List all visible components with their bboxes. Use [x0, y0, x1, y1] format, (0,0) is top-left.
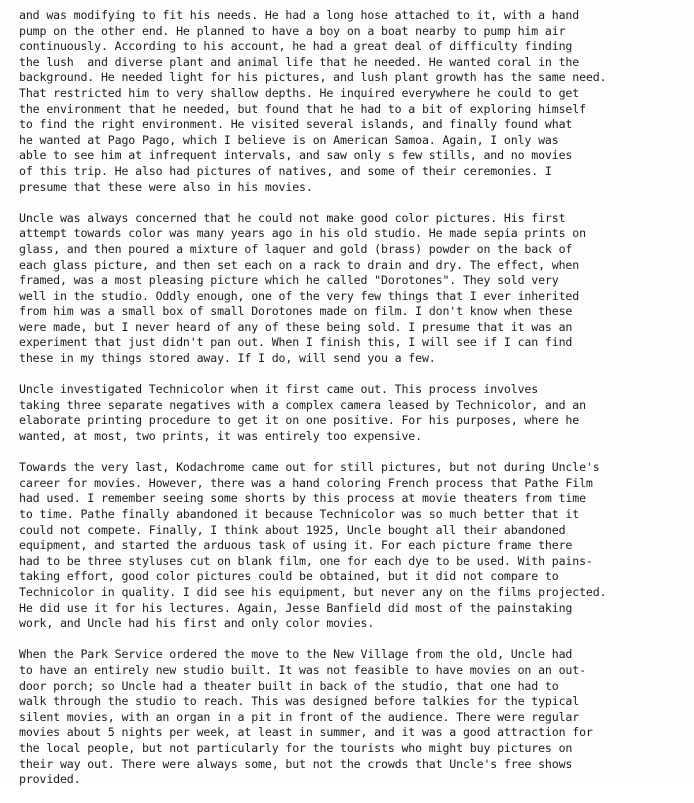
text-line: provided.	[19, 772, 81, 787]
text-line: their way out. There were always some, but not the crowds that Uncle's free shows	[19, 756, 573, 771]
paragraph	[19, 460, 689, 632]
text-line: presume that these were also in his movies.	[19, 179, 313, 194]
text-line: framed, was a most pleasing picture which he called "Dorotones". They sold very	[19, 273, 559, 288]
text-line: these in my things stored away. If I do, will send you a few.	[19, 351, 436, 366]
paragraph	[19, 382, 689, 444]
text-line: Uncle investigated Technicolor when it first came out. This process involves	[19, 382, 539, 397]
text-line: taking three separate negatives with a complex camera leased by Technicolor, and an	[19, 397, 586, 412]
text-line: the local people, but not particularly for the tourists who might buy pictures on	[19, 740, 573, 755]
text-line: each glass picture, and then set each on a rack to drain and dry. The effect, when	[19, 257, 580, 272]
text-line: the environment that he needed, but found that he had to a bit of exploring himself	[19, 101, 586, 116]
text-line: That restricted him to very shallow depths. He inquired everywhere he could to get	[19, 85, 580, 100]
text-line: equipment, and started the arduous task of using it. For each picture frame there	[19, 538, 573, 553]
text-line: Technicolor in quality. I did see his equipment, but never any on the films projected.	[19, 584, 607, 599]
text-line: from him was a small box of small Dorotones made on film. I don't know when these	[19, 304, 573, 319]
text-line: glass, and then poured a mixture of laquer and gold (brass) powder on the back of	[19, 241, 573, 256]
text-line: door porch; so Uncle had a theater built in back of the studio, that one had to	[19, 678, 559, 693]
text-line: had to be three styluses cut on blank film, one for each dye to be used. With pains-	[19, 553, 593, 568]
text-line: career for movies. However, there was a hand coloring French process that Pathe Film	[19, 475, 593, 490]
document-body	[19, 8, 689, 803]
paragraph	[19, 647, 689, 787]
text-line: silent movies, with an organ in a pit in front of the audience. There were regular	[19, 709, 580, 724]
text-line: attempt towards color was many years ago in his old studio. He made sepia prints on	[19, 226, 586, 241]
text-line: and was modifying to fit his needs. He had a long hose attached to it, with a hand	[19, 8, 580, 22]
text-line: Uncle was always concerned that he could not make good color pictures. His first	[19, 210, 566, 225]
text-line: he wanted at Pago Pago, which I believe is on American Samoa. Again, I only was	[19, 132, 559, 147]
text-line: taking effort, good color pictures could be obtained, but it did not compare to	[19, 569, 559, 584]
text-line: could not compete. Finally, I think about 1925, Uncle bought all their abandoned	[19, 522, 566, 537]
paragraph	[19, 211, 689, 367]
text-line: wanted, at most, two prints, it was entirely too expensive.	[19, 429, 422, 444]
text-line: background. He needed light for his pictures, and lush plant growth has the same need.	[19, 70, 607, 85]
text-line: well in the studio. Oddly enough, one of the very few things that I ever inherited	[19, 288, 580, 303]
text-line: had used. I remember seeing some shorts by this process at movie theaters from time	[19, 491, 586, 506]
text-line: He did use it for his lectures. Again, Jesse Banfield did most of the painstaking	[19, 600, 573, 615]
text-line: Towards the very last, Kodachrome came out for still pictures, but not during Uncle's	[19, 460, 600, 475]
text-line: movies about 5 nights per week, at least in summer, and it was a good attraction for	[19, 725, 593, 740]
text-line: of this trip. He also had pictures of natives, and some of their ceremonies. I	[19, 163, 552, 178]
text-line: to have an entirely new studio built. It was not feasible to have movies on an out-	[19, 662, 586, 677]
text-line: walk through the studio to reach. This was designed before talkies for the typical	[19, 694, 580, 709]
text-line: experiment that just didn't pan out. When I finish this, I will see if I can find	[19, 335, 573, 350]
text-line: When the Park Service ordered the move to the New Village from the old, Uncle had	[19, 647, 573, 662]
text-line: elaborate printing procedure to get it on one positive. For his purposes, where he	[19, 413, 580, 428]
text-line: pump on the other end. He planned to have a boy on a boat nearby to pump him air	[19, 23, 566, 38]
text-line: to time. Pathe finally abandoned it because Technicolor was so much better that it	[19, 507, 580, 521]
text-line: continuously. According to his account, he had a great deal of difficulty finding	[19, 39, 573, 54]
text-line: able to see him at infrequent intervals, and saw only s few stills, and no movies	[19, 148, 573, 163]
paragraph	[19, 8, 689, 195]
text-line: the lush and diverse plant and animal life that he needed. He wanted coral in the	[19, 54, 580, 69]
text-line: to find the right environment. He visited several islands, and finally found what	[19, 117, 573, 132]
text-line: work, and Uncle had his first and only color movies.	[19, 616, 375, 631]
text-line: were made, but I never heard of any of these being sold. I presume that it was an	[19, 319, 573, 334]
